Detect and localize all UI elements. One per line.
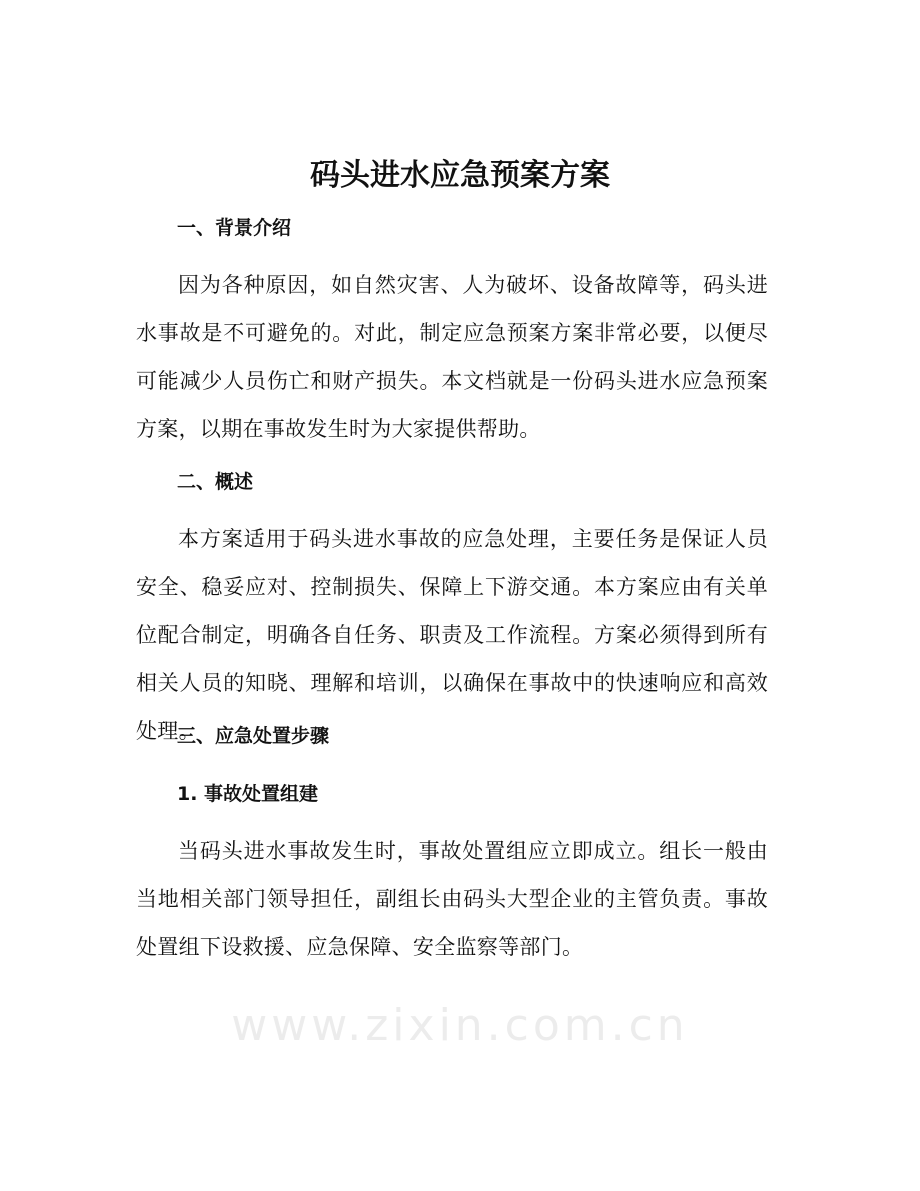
section-paragraph-background: 因为各种原因，如自然灾害、人为破坏、设备故障等，码头进水事故是不可避免的。对此，制定应急预案方案非常必要，以便尽可能减少人员伤亡和财产损失。本文档就是一份码头进水应急预案方案，以期在事故发生时为大家提供帮助。	[136, 273, 768, 441]
section-heading-emergency-steps: 三、应急处置步骤	[177, 725, 330, 747]
section-heading-background: 一、背景介绍	[177, 217, 292, 239]
watermark: www.zixin.com.cn	[231, 1000, 689, 1051]
section-heading-overview: 二、概述	[177, 471, 254, 493]
page-title: 码头进水应急预案方案	[310, 158, 610, 193]
subsection-heading-team-setup: 1. 事故处置组建	[177, 783, 319, 805]
subsection-paragraph-team-setup: 当码头进水事故发生时，事故处置组应立即成立。组长一般由当地相关部门领导担任，副组长由码头大型企业的主管负责。事故处置组下设救援、应急保障、安全监察等部门。	[136, 839, 768, 959]
section-paragraph-overview: 本方案适用于码头进水事故的应急处理，主要任务是保证人员安全、稳妥应对、控制损失、保障上下游交通。本方案应由有关单位配合制定，明确各自任务、职责及工作流程。方案必须得到所有相关人员的知晓、理解和培训，以确保在事故中的快速响应和高效处理。	[136, 527, 768, 743]
